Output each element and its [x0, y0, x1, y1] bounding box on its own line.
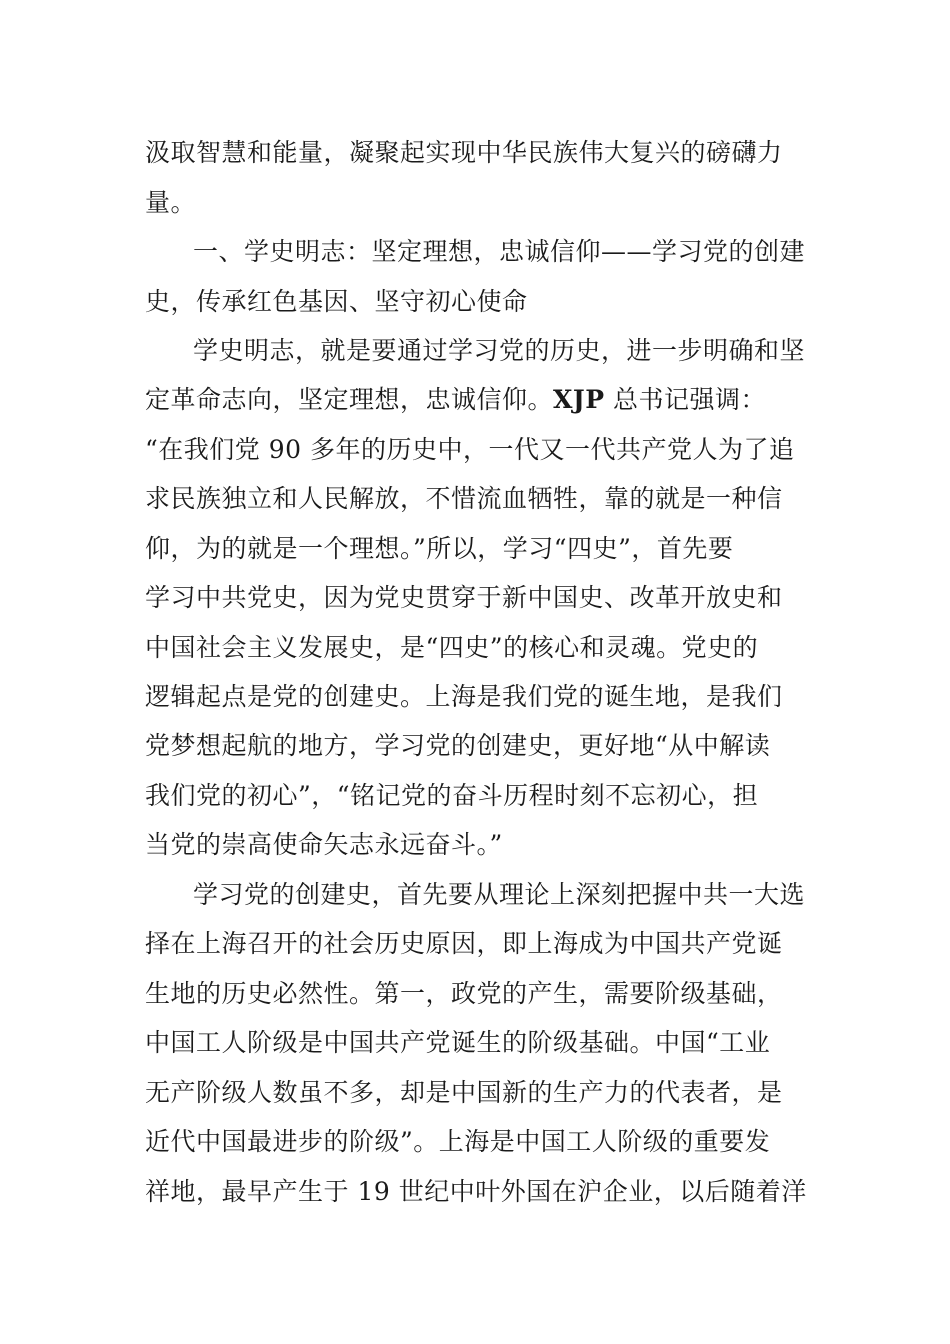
text-line: 中国工人阶级是中国共产党诞生的阶级基础。中国“工业	[145, 1028, 771, 1057]
text-line: 学习党的创建史，首先要从理论上深刻把握中共一大选	[193, 880, 806, 909]
text-line: 无产阶级人数虽不多，却是中国新的生产力的代表者，是	[145, 1078, 783, 1107]
text-line: 我们党的初心”，“铭记党的奋斗历程时刻不忘初心，担	[145, 781, 759, 810]
text-line: 学习中共党史，因为党史贯穿于新中国史、改革开放史和	[145, 583, 783, 612]
text-line: 汲取智慧和能量，凝聚起实现中华民族伟大复兴的磅礴力	[145, 138, 783, 167]
text-line: 求民族独立和人民解放，不惜流血牺牲，靠的就是一种信	[145, 484, 783, 513]
text-line: 生地的历史必然性。第一，政党的产生，需要阶级基础，	[145, 979, 783, 1008]
text-line: 学史明志，就是要通过学习党的历史，进一步明确和坚	[193, 336, 806, 365]
text-segment: 定革命志向，坚定理想，忠诚信仰。	[145, 385, 554, 414]
text-line: 择在上海召开的社会历史原因，即上海成为中国共产党诞	[145, 929, 783, 958]
section-heading-continued: 史，传承红色基因、坚守初心使命	[145, 287, 528, 316]
text-segment: 总书记强调：	[613, 385, 767, 414]
text-line: 中国社会主义发展史，是“四史”的核心和灵魂。党史的	[145, 633, 759, 662]
text-line: 逻辑起点是党的创建史。上海是我们党的诞生地，是我们	[145, 682, 783, 711]
text-line: 党梦想起航的地方，学习党的创建史，更好地“从中解读	[145, 731, 771, 760]
text-line	[145, 384, 766, 416]
text-line: 量。	[145, 188, 197, 217]
text-line: 当党的崇高使命矢志永远奋斗。”	[145, 830, 503, 859]
text-line: 祥地，最早产生于 19 世纪中叶外国在沪企业，以后随着洋	[145, 1177, 807, 1206]
text-line: 近代中国最进步的阶级”。上海是中国工人阶级的重要发	[145, 1127, 771, 1156]
section-heading: 一、学史明志：坚定理想，忠诚信仰——学习党的创建	[193, 237, 806, 266]
text-line: 仰，为的就是一个理想。”所以，学习“四史”，首先要	[145, 534, 734, 563]
abbreviation: XJP	[553, 385, 605, 414]
quote-line: “在我们党 90 多年的历史中，一代又一代共产党人为了追	[145, 435, 795, 464]
